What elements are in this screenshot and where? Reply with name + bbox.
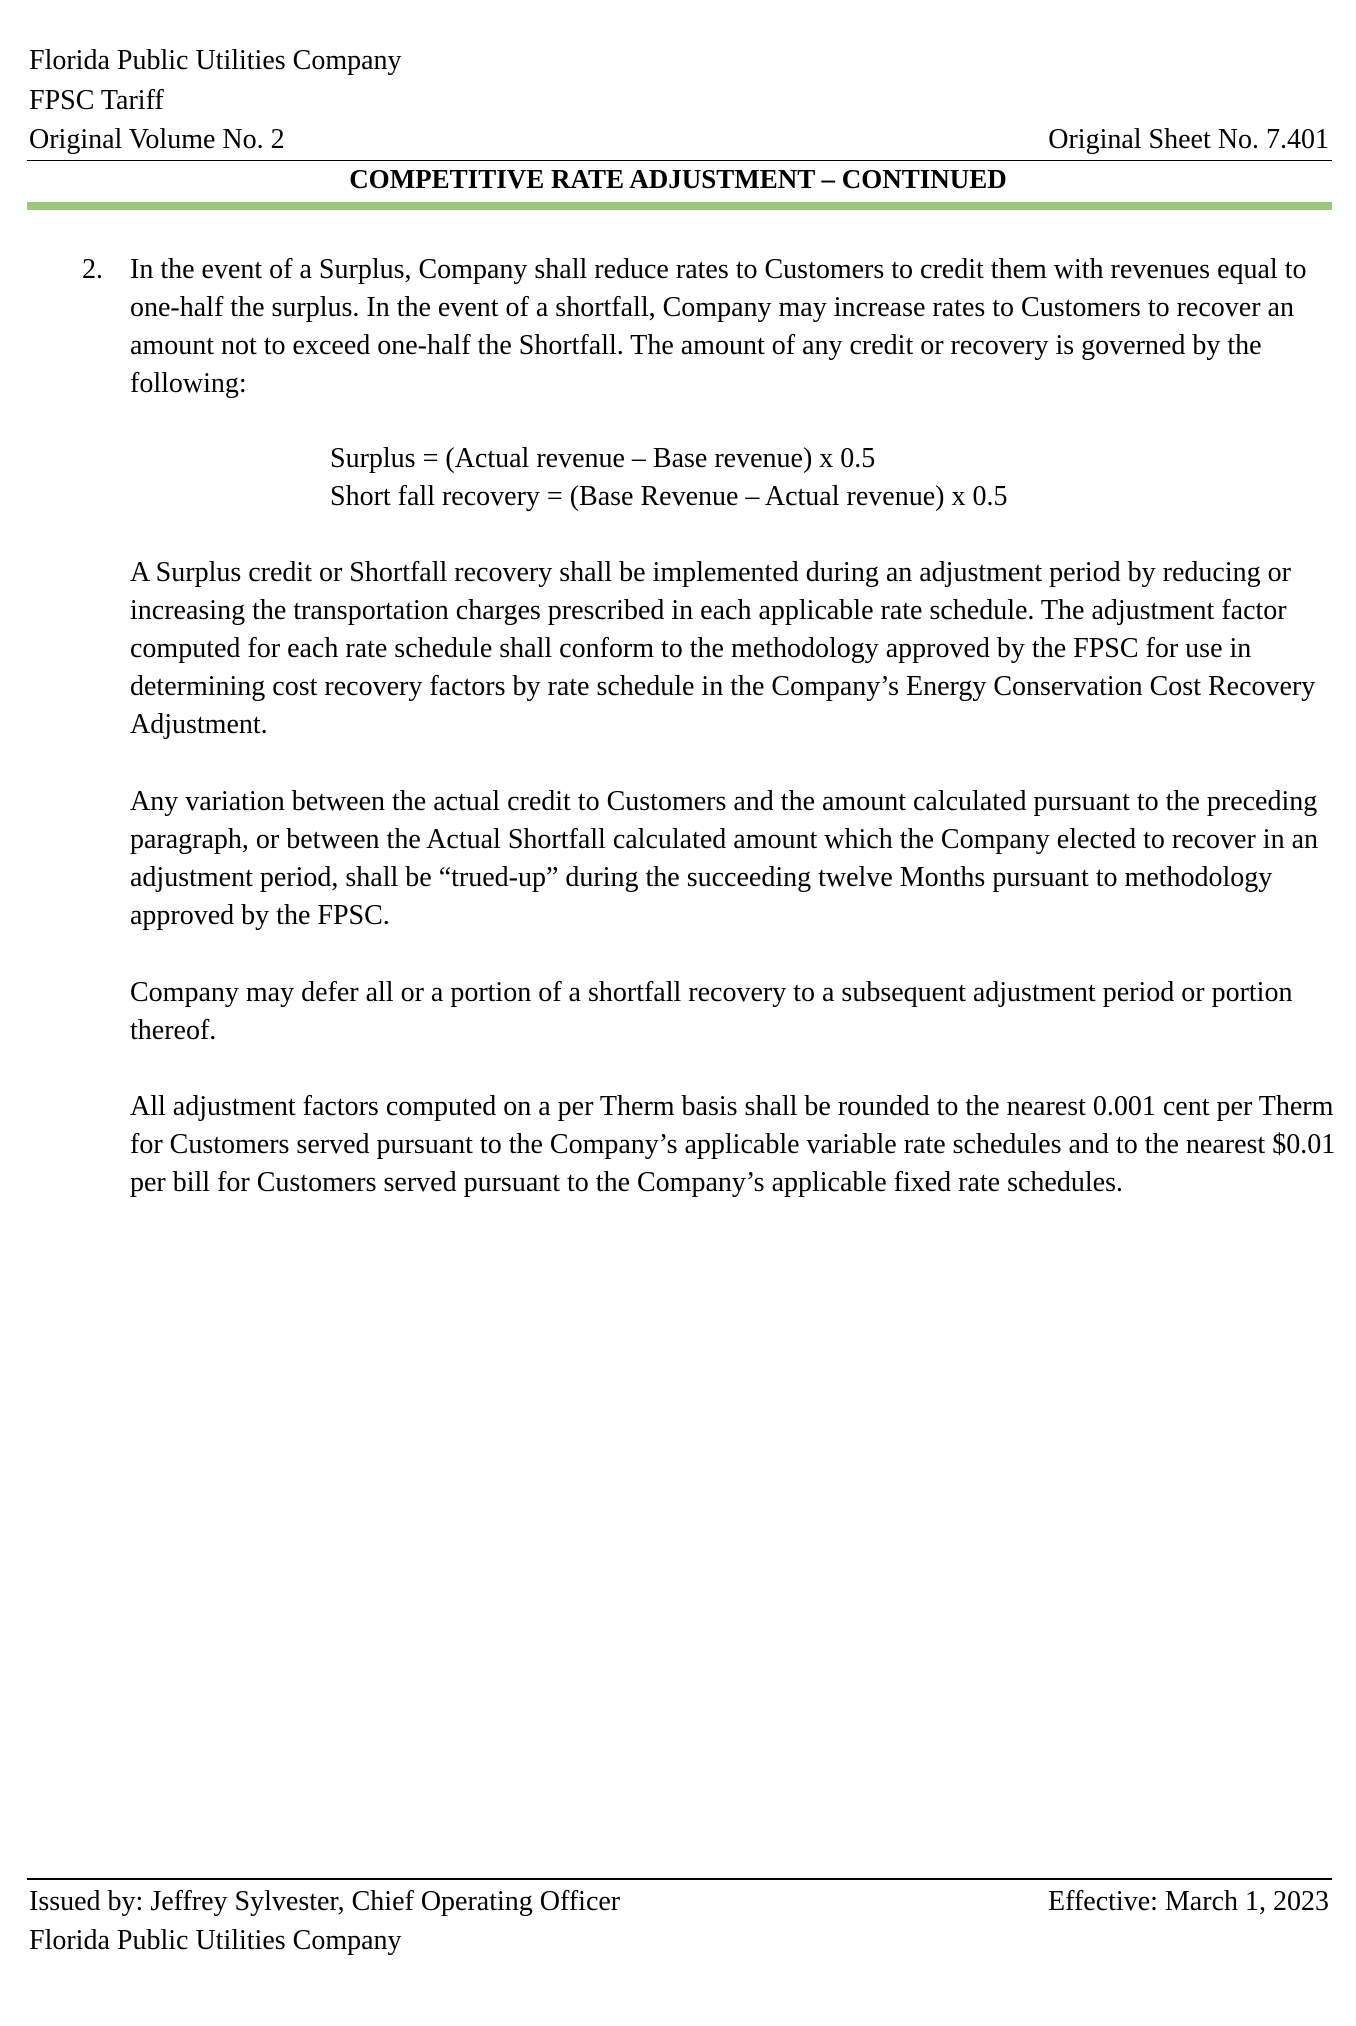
header-volume: Original Volume No. 2 xyxy=(29,124,285,155)
header-company: Florida Public Utilities Company xyxy=(29,45,402,76)
page-title: COMPETITIVE RATE ADJUSTMENT – CONTINUED xyxy=(349,164,1007,194)
formula-shortfall: Short fall recovery = (Base Revenue – Actual revenue) x 0.5 xyxy=(330,481,1008,512)
title-underline xyxy=(27,202,1332,210)
header-divider xyxy=(27,160,1332,161)
footer-divider xyxy=(27,1878,1332,1880)
footer-issued-by: Issued by: Jeffrey Sylvester, Chief Operating Officer xyxy=(29,1886,621,1917)
header-tariff: FPSC Tariff xyxy=(29,85,164,116)
item-number: 2. xyxy=(82,254,103,285)
header-sheet-number: Original Sheet No. 7.401 xyxy=(1048,124,1329,155)
paragraph-variation: Any variation between the actual credit to Customers and the amount calculated pursuant to the preceding paragraph, or between the Actual Shortfall calculated amount which the Company elected to recover in an adjustment period, shall be “trued-up” during the succeeding twelve Months pursuant to methodology approved by the FPSC. xyxy=(130,786,1318,931)
paragraph-implementation: A Surplus credit or Shortfall recovery shall be implemented during an adjustment period by reducing or increasing the transportation charges prescribed in each applicable rate schedule. The adjustment factor computed for each rate schedule shall conform to the methodology approved by the FPSC for use in determining cost recovery factors by rate schedule in the Company’s Energy Conservation Cost Recovery Adjustment. xyxy=(130,557,1316,740)
paragraph-rounding: All adjustment factors computed on a per Therm basis shall be rounded to the nearest 0.001 cent per Therm for Customers served pursuant to the Company’s applicable variable rate schedules and to the nearest $0.01 per bill for Customers served pursuant to the Company’s applicable fixed rate schedules. xyxy=(130,1091,1336,1198)
footer-effective-date: Effective: March 1, 2023 xyxy=(1048,1886,1329,1917)
footer-company: Florida Public Utilities Company xyxy=(29,1925,402,1956)
paragraph-defer: Company may defer all or a portion of a shortfall recovery to a subsequent adjustment period or portion thereof. xyxy=(130,977,1293,1046)
paragraph-intro: In the event of a Surplus, Company shall reduce rates to Customers to credit them with revenues equal to one-half the surplus. In the event of a shortfall, Company may increase rates to Customers to recover an amount not to exceed one-half the Shortfall. The amount of any credit or recovery is governed by the following: xyxy=(130,254,1307,399)
formula-surplus: Surplus = (Actual revenue – Base revenue) x 0.5 xyxy=(330,443,876,474)
